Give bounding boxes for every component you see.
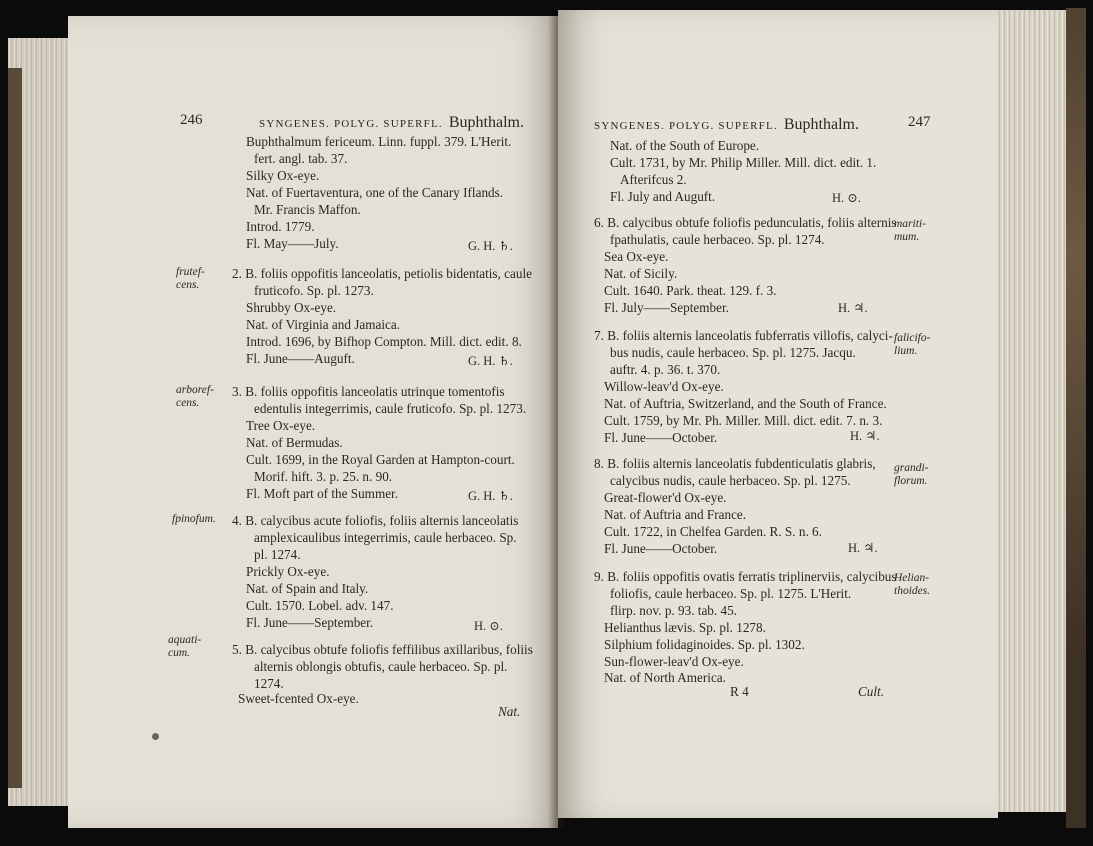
text-line: fruticofo. Sp. pl. 1273.	[254, 283, 374, 298]
catchword: Cult.	[858, 684, 885, 699]
text-line: edentulis integerrimis, caule fruticofo. Sp. pl. 1273.	[254, 401, 527, 416]
margin-species-name: aquati-cum.	[168, 634, 202, 659]
text-line: Cult. 1640. Park. theat. 129. f. 3.	[604, 283, 777, 298]
text-line: Shrubby Ox-eye.	[246, 300, 337, 315]
text-line: fpathulatis, caule herbaceo. Sp. pl. 1274.	[610, 232, 825, 247]
margin-species-name: fpinofum.	[172, 513, 216, 525]
text-line: Mr. Francis Maffon.	[254, 202, 361, 217]
text-line: alternis oblongis obtufis, caule herbaceo. Sp. pl.	[254, 659, 508, 674]
text-line: Nat. of Spain and Italy.	[246, 581, 369, 596]
text-line: 7. B. foliis alternis lanceolatis fubferratis villofis, calyci-	[594, 328, 893, 343]
text-line: bus nudis, caule herbaceo. Sp. pl. 1275. Jacqu.	[610, 345, 856, 360]
habitat-mark: H. ♃.	[850, 429, 880, 443]
text-line: 9. B. foliis oppofitis ovatis ferratis triplinerviis, calycibus	[594, 569, 897, 584]
text-line: 5. B. calycibus obtufe foliofis feffilibus axillaribus, foliis	[232, 642, 533, 657]
running-head	[594, 116, 859, 134]
text-line: Fl. June——October.	[604, 430, 718, 445]
margin-species-name: Helian-thoides.	[894, 572, 931, 597]
habitat-mark: H. ⊙.	[474, 619, 503, 633]
text-line: Fl. Moft part of the Summer.	[246, 486, 399, 501]
text-line: Silky Ox-eye.	[246, 168, 320, 183]
right-cover	[1066, 8, 1086, 828]
text-line: Tree Ox-eye.	[246, 418, 316, 433]
text-line: Buphthalmum fericeum. Linn. fuppl. 379. L'Herit.	[246, 134, 512, 149]
text-line: flirp. nov. p. 93. tab. 45.	[610, 603, 737, 618]
text-line: Morif. hift. 3. p. 25. n. 90.	[254, 469, 393, 484]
habitat-mark: G. H. ♄.	[468, 354, 513, 368]
running-head	[259, 114, 524, 132]
running-head-section: SYNGENES. POLYG. SUPERFL.	[594, 120, 778, 132]
text-line: Silphium folidaginoides. Sp. pl. 1302.	[604, 637, 805, 652]
page-number: 246	[180, 112, 203, 128]
right-page	[558, 10, 998, 818]
text-line: Fl. June——Auguft.	[246, 351, 355, 366]
running-head-genus: Buphthalm.	[448, 114, 524, 131]
habitat-mark: G. H. ♄.	[468, 239, 513, 253]
text-line: calycibus nudis, caule herbaceo. Sp. pl. 1275.	[610, 473, 851, 488]
habitat-mark: G. H. ♄.	[468, 489, 513, 503]
text-line: 1274.	[254, 676, 284, 691]
page-number: 247	[908, 114, 931, 130]
text-line: foliofis, caule herbaceo. Sp. pl. 1275. L'Herit.	[610, 586, 852, 601]
text-line: Cult. 1722, in Chelfea Garden. R. S. n. 6.	[604, 524, 822, 539]
text-line: auftr. 4. p. 36. t. 370.	[610, 362, 721, 377]
text-line: 4. B. calycibus acute foliofis, foliis alternis lanceolatis	[232, 513, 519, 528]
habitat-mark: H. ♃.	[838, 301, 868, 315]
text-line: pl. 1274.	[254, 547, 301, 562]
text-line: Helianthus lævis. Sp. pl. 1278.	[604, 620, 766, 635]
text-line: Nat. of the South of Europe.	[610, 138, 760, 153]
text-line: Cult. 1759, by Mr. Ph. Miller. Mill. dict. edit. 7. n. 3.	[604, 413, 883, 428]
text-line: Sun-flower-leav'd Ox-eye.	[604, 654, 744, 669]
left-cover	[8, 68, 22, 788]
margin-species-name: frutef-cens.	[176, 266, 205, 291]
text-line: Willow-leav'd Ox-eye.	[604, 379, 724, 394]
margin-species-name: falicifo-lium.	[894, 332, 931, 357]
running-head-section: SYNGENES. POLYG. SUPERFL.	[259, 118, 443, 130]
text-line: Nat. of Bermudas.	[246, 435, 343, 450]
text-line: Introd. 1696, by Bifhop Compton. Mill. dict. edit. 8.	[246, 334, 522, 349]
text-line: Prickly Ox-eye.	[246, 564, 330, 579]
text-line: Sea Ox-eye.	[604, 249, 669, 264]
text-line: Introd. 1779.	[246, 219, 315, 234]
margin-species-name: arboref-cens.	[176, 384, 214, 409]
text-line: Nat. of Fuertaventura, one of the Canary Iflands.	[246, 185, 504, 200]
text-line: Fl. June——October.	[604, 541, 718, 556]
text-line: Fl. June——September.	[246, 615, 374, 630]
running-head-genus: Buphthalm.	[783, 116, 859, 133]
text-line: Nat. of Virginia and Jamaica.	[246, 317, 400, 332]
text-line: Afterifcus 2.	[620, 172, 687, 187]
text-line: 2. B. foliis oppofitis lanceolatis, petiolis bidentatis, caule	[232, 266, 532, 281]
text-line: Great-flower'd Ox-eye.	[604, 490, 727, 505]
text-line: 6. B. calycibus obtufe foliofis pedunculatis, foliis alternis	[594, 215, 897, 230]
text-line: Fl. July and Auguft.	[610, 189, 716, 204]
text-line: Fl. July——September.	[604, 300, 729, 315]
text-line: Nat. of Auftria and France.	[604, 507, 747, 522]
margin-species-name: grandi-florum.	[894, 462, 929, 487]
left-page	[68, 16, 558, 828]
signature-mark: R 4	[730, 684, 749, 699]
text-line: Cult. 1731, by Mr. Philip Miller. Mill. dict. edit. 1.	[610, 155, 877, 170]
text-line: Cult. 1699, in the Royal Garden at Hampton-court.	[246, 452, 515, 467]
text-line: 3. B. foliis oppofitis lanceolatis utrinque tomentofis	[232, 384, 505, 399]
ink-spot	[152, 733, 159, 740]
text-line: amplexicaulibus integerrimis, caule herbaceo. Sp.	[254, 530, 517, 545]
text-line: Cult. 1570. Lobel. adv. 147.	[246, 598, 394, 613]
text-line: Nat. of North America.	[604, 670, 726, 685]
habitat-mark: H. ⊙.	[832, 191, 861, 205]
text-line: Sweet-fcented Ox-eye.	[238, 691, 359, 706]
text-line: 8. B. foliis alternis lanceolatis fubdenticulatis glabris,	[594, 456, 876, 471]
habitat-mark: H. ♃.	[848, 541, 878, 555]
text-line: Nat. of Sicily.	[604, 266, 678, 281]
catchword: Nat.	[498, 704, 521, 719]
text-line: Nat. of Auftria, Switzerland, and the South of France.	[604, 396, 887, 411]
open-book	[8, 8, 1086, 840]
text-line: Fl. May——July.	[246, 236, 339, 251]
text-line: fert. angl. tab. 37.	[254, 151, 348, 166]
margin-species-name: mariti-mum.	[894, 218, 926, 243]
